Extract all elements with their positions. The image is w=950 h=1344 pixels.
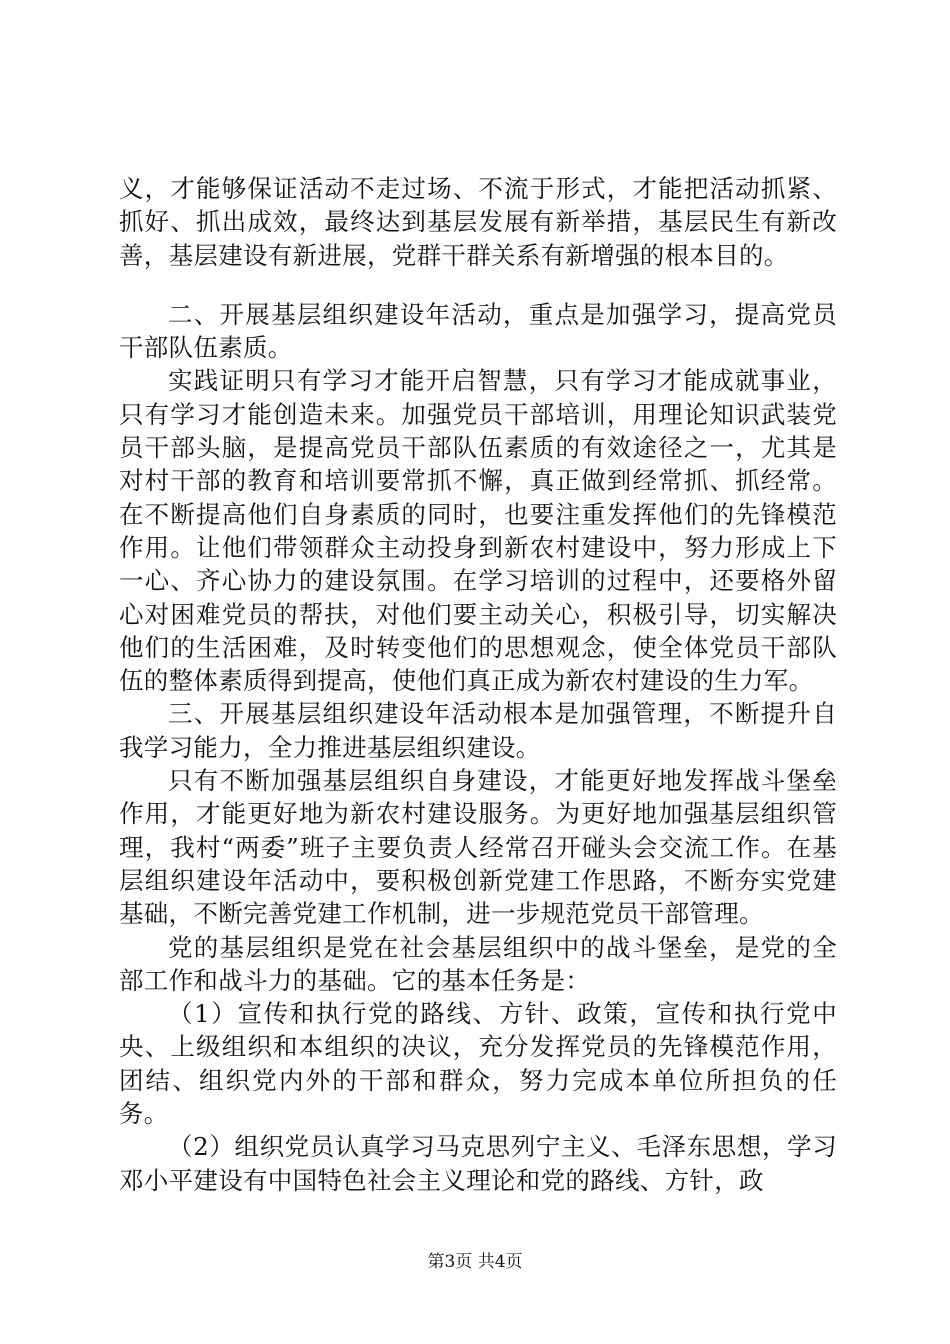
page-number-footer: 第3页 共4页: [427, 1252, 523, 1272]
section-heading-2: 二、开展基层组织建设年活动，重点是加强学习，提高党员干部队伍素质。: [119, 299, 837, 363]
paragraph-basic-tasks: 党的基层组织是党在社会基层组织中的战斗堡垒，是党的全部工作和战斗力的基础。它的基本任务是：: [119, 932, 837, 995]
paragraph-continuation: 义，才能够保证活动不走过场、不流于形式，才能把活动抓紧、抓好、抓出成效，最终达到基层发展有新举措，基层民生有新改善，基层建设有新进展，党群干群关系有新增强的根本目的。: [119, 174, 837, 270]
section-heading-3: 三、开展基层组织建设年活动根本是加强管理，不断提升自我学习能力，全力推进基层组织建设。: [119, 699, 837, 762]
document-body: [119, 172, 837, 1197]
paragraph-gap: [119, 272, 837, 298]
list-item-task-1: （1）宣传和执行党的路线、方针、政策，宣传和执行党中央、上级组织和本组织的决议，充分发挥党员的先锋模范作用，团结、组织党内外的干部和群众，努力完成本单位所担负的任务。: [119, 999, 837, 1129]
paragraph-management: 只有不断加强基层组织自身建设，才能更好地发挥战斗堡垒作用，才能更好地为新农村建设服务。为更好地加强基层组织管理，我村“两委”班子主要负责人经常召开碰头会交流工作。在基层组织建设年活动中，要积极创新党建工作思路，不断夯实党建基础，不断完善党建工作机制，进一步规范党员干部管理。: [119, 766, 837, 929]
paragraph-study: 实践证明只有学习才能开启智慧，只有学习才能成就事业，只有学习才能创造未来。加强党员干部培训，用理论知识武装党员干部头脑，是提高党员干部队伍素质的有效途径之一，尤其是对村干部的教育和培训要常抓不懈，真正做到经常抓、抓经常。在不断提高他们自身素质的同时，也要注重发挥他们的先锋模范作用。让他们带领群众主动投身到新农村建设中，努力形成上下一心、齐心协力的建设氛围。在学习培训的过程中，还要格外留心对困难党员的帮扶，对他们要主动关心，积极引导，切实解决他们的生活困难，及时转变他们的思想观念，使全体党员干部队伍的整体素质得到提高，使他们真正成为新农村建设的生力军。: [119, 366, 837, 696]
list-item-task-2: （2）组织党员认真学习马克思列宁主义、毛泽东思想，学习邓小平建设有中国特色社会主义理论和党的路线、方针，政: [119, 1132, 837, 1195]
